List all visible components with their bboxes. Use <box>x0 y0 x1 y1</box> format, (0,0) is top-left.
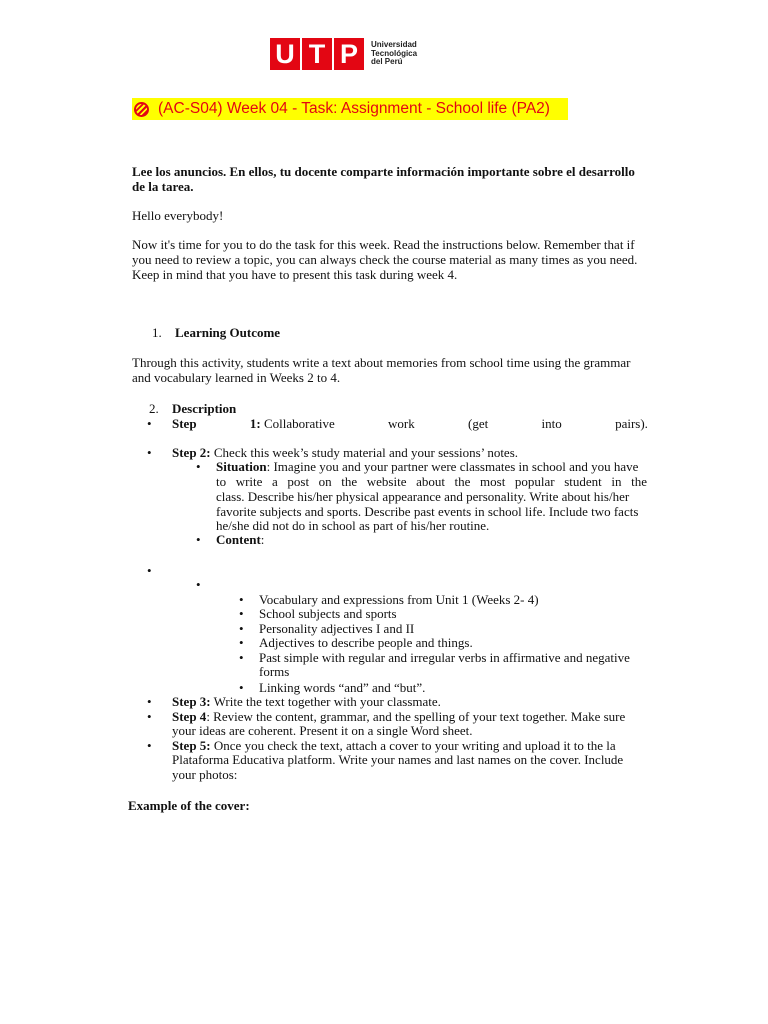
situation-text: : Imagine you and your partner were classmates in school and you have <box>266 459 639 474</box>
content-label: Content <box>216 532 261 547</box>
content-item: Linking words “and” and “but”. <box>259 680 426 695</box>
bullet-icon <box>239 650 244 665</box>
greeting: Hello everybody! <box>132 208 224 223</box>
step-4 <box>172 709 625 724</box>
step-5-line: Plataforma Educativa platform. Write your names and last names on the cover. Include <box>172 752 624 767</box>
situation-line: he/she did not do in school as part of his/her routine. <box>216 518 490 533</box>
step-1-word: (get <box>468 416 489 431</box>
content-item: Vocabulary and expressions from Unit 1 (Weeks 2- 4) <box>259 592 539 607</box>
step-text: Once you check the text, attach a cover to your writing and upload it to the la <box>210 738 616 753</box>
page-title-text: (AC-S04) Week 04 - Task: Assignment - School life (PA2) <box>158 100 550 117</box>
bullet-icon <box>196 459 201 474</box>
logo-letter-u: U <box>275 38 295 69</box>
step-1-word: Collaborative <box>263 416 335 431</box>
step-label: Step 3: <box>172 694 211 709</box>
situation-line: favorite subjects and sports. Describe past events in school life. Include two facts <box>216 504 639 519</box>
section-number: 1. <box>152 325 162 340</box>
paragraph-line: Keep in mind that you have to present this task during week 4. <box>132 267 458 282</box>
step-text: : Review the content, grammar, and the spelling of your text together. Make sure <box>206 709 626 724</box>
situation-line: to write a post on the website about the most popular student in the <box>216 474 647 489</box>
intro-line: de la tarea. <box>132 179 194 194</box>
bullet-icon <box>147 694 152 709</box>
situation-label: Situation <box>216 459 267 474</box>
step-label: Step 2: <box>172 445 211 460</box>
logo-letter-t: T <box>308 38 326 69</box>
paragraph-line: you need to review a topic, you can always check the course material as many times as you need. <box>132 252 638 267</box>
example-label: Example of the cover: <box>128 798 250 813</box>
bullet-icon <box>239 592 244 607</box>
step-label: Step 4 <box>172 709 207 724</box>
bullet-icon <box>147 563 152 578</box>
intro-line: Lee los anuncios. En ellos, tu docente comparte información importante sobre el desarrollo <box>132 164 635 179</box>
target-icon <box>134 102 149 117</box>
step-1 <box>172 416 648 431</box>
content-item: Past simple with regular and irregular verbs in affirmative and negative <box>259 650 630 665</box>
step-text: Check this week’s study material and your sessions’ notes. <box>210 445 519 460</box>
logo-letters <box>270 38 364 70</box>
content-heading <box>216 532 264 547</box>
step-4-line: your ideas are coherent. Present it on a single Word sheet. <box>172 723 473 738</box>
content-item: School subjects and sports <box>259 606 397 621</box>
step-2 <box>172 445 518 460</box>
content-item: forms <box>259 664 290 679</box>
step-1-word: 1: <box>249 416 261 431</box>
section-title: Learning Outcome <box>175 325 281 340</box>
step-1-word: into <box>541 416 562 431</box>
content-colon: : <box>260 532 265 547</box>
utp-logo <box>270 38 417 70</box>
bullet-icon <box>147 709 152 724</box>
step-1-word: Step <box>172 416 197 431</box>
bullet-icon <box>196 577 201 592</box>
logo-university-name <box>371 41 417 67</box>
situation-line <box>216 459 638 474</box>
section-line: and vocabulary learned in Weeks 2 to 4. <box>132 370 341 385</box>
section-title: Description <box>172 401 237 416</box>
section-line: Through this activity, students write a text about memories from school time using the grammar <box>132 355 631 370</box>
content-item: Personality adjectives I and II <box>259 621 415 636</box>
bullet-icon <box>147 445 152 460</box>
step-5 <box>172 738 616 753</box>
section-number: 2. <box>149 401 159 416</box>
bullet-icon <box>239 680 244 695</box>
step-1-word: pairs). <box>615 416 648 431</box>
bullet-icon <box>147 416 152 431</box>
situation-line: class. Describe his/her physical appearance and personality. Write about his/her <box>216 489 630 504</box>
bullet-icon <box>239 635 244 650</box>
bullet-icon <box>239 621 244 636</box>
step-1-word: work <box>388 416 415 431</box>
bullet-icon <box>239 606 244 621</box>
logo-name-line: Tecnológica <box>371 48 418 58</box>
paragraph-line: Now it's time for you to do the task for this week. Read the instructions below. Remember that if <box>132 237 635 252</box>
step-5-line: your photos: <box>172 767 238 782</box>
bullet-icon <box>147 738 152 753</box>
content-item: Adjectives to describe people and things. <box>259 635 473 650</box>
step-1-words-group <box>250 416 335 431</box>
logo-name-line: Universidad <box>371 40 417 50</box>
step-3 <box>172 694 441 709</box>
logo-name-line: del Perú <box>371 57 403 67</box>
bullet-icon <box>196 532 201 547</box>
step-label: Step 5: <box>172 738 211 753</box>
step-text: Write the text together with your classmate. <box>210 694 441 709</box>
page-title <box>132 98 568 120</box>
logo-letter-p: P <box>339 38 358 69</box>
